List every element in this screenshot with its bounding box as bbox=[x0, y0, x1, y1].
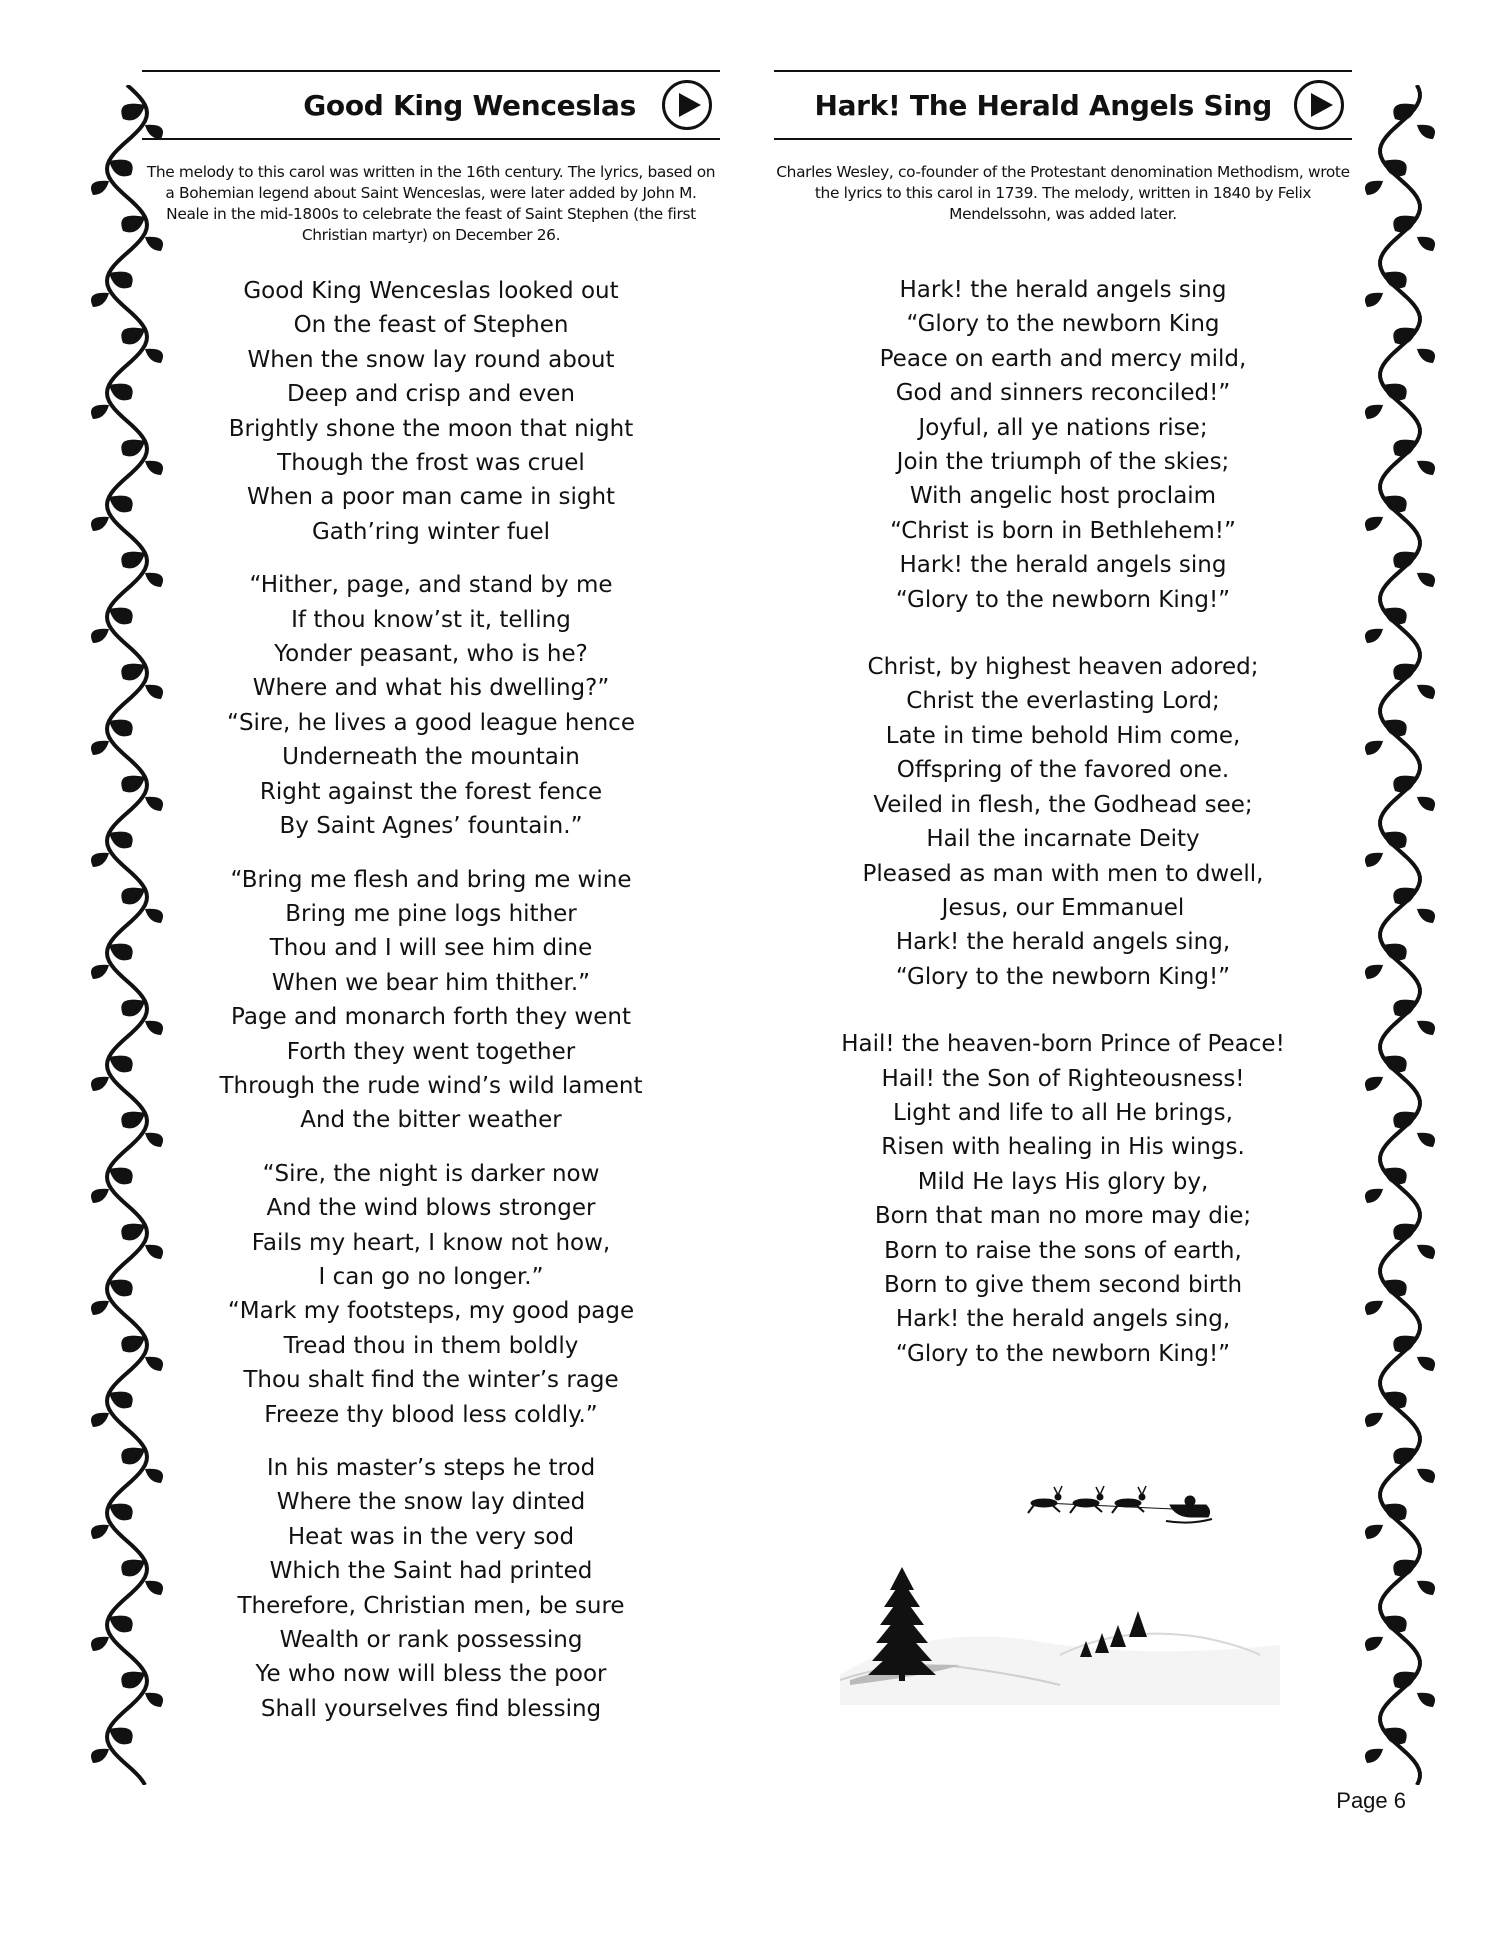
lyric-line: Light and life to all He brings, bbox=[893, 1099, 1233, 1126]
vine-leaf-icon bbox=[1383, 832, 1407, 849]
lyric-line: Hail the incarnate Deity bbox=[926, 826, 1200, 853]
vine-leaf-icon bbox=[1393, 888, 1417, 905]
vine-leaf-icon bbox=[1393, 328, 1417, 345]
vine-leaf-icon bbox=[1393, 664, 1417, 681]
vine-leaf-icon bbox=[1393, 1224, 1417, 1241]
vine-leaf-icon bbox=[1417, 909, 1435, 923]
vine-leaf-icon bbox=[1365, 741, 1383, 755]
vine-leaf-icon bbox=[91, 1749, 109, 1763]
lyric-line: Shall yourselves find blessing bbox=[260, 1695, 602, 1722]
vine-leaf-icon bbox=[1417, 685, 1435, 699]
lyric-line: “Glory to the newborn King!” bbox=[895, 1340, 1231, 1367]
lyric-line: In his master’s steps he trod bbox=[266, 1455, 596, 1481]
vine-leaf-icon bbox=[1417, 797, 1435, 811]
lyric-line: On the feast of Stephen bbox=[293, 312, 569, 339]
lyric-line: “Bring me flesh and bring me wine bbox=[230, 866, 632, 893]
lyric-line: Tread thou in them boldly bbox=[283, 1332, 579, 1359]
lyric-line: “Mark my footsteps, my good page bbox=[227, 1298, 635, 1325]
lyric-line: When the snow lay round about bbox=[247, 346, 615, 373]
vine-leaf-icon bbox=[109, 1728, 133, 1745]
lyric-line: By Saint Agnes’ fountain.” bbox=[279, 813, 583, 840]
lyric-line: Pleased as man with men to dwell, bbox=[862, 860, 1264, 887]
vine-leaf-icon bbox=[1383, 1280, 1407, 1297]
lyric-line: Risen with healing in His wings. bbox=[881, 1134, 1245, 1161]
vine-leaf-icon bbox=[91, 629, 109, 643]
vine-leaf-icon bbox=[1417, 1581, 1435, 1595]
lyric-line: Yonder peasant, who is he? bbox=[274, 641, 588, 668]
lyric-line: Thou shalt find the winter’s rage bbox=[243, 1367, 619, 1394]
lyric-line: “Sire, he lives a good league hence bbox=[227, 709, 635, 736]
vine-leaf-icon bbox=[109, 1280, 133, 1297]
lyric-line: And the wind blows stronger bbox=[266, 1195, 596, 1222]
reindeer-sleigh-icon bbox=[1028, 1486, 1212, 1523]
lyric-line: Where and what his dwelling?” bbox=[252, 675, 610, 702]
lyric-line: Good King Wenceslas looked out bbox=[243, 278, 619, 304]
lyric-line: Hark! the herald angels sing, bbox=[895, 929, 1231, 956]
lyric-line: Right against the forest fence bbox=[259, 778, 603, 805]
vine-leaf-icon bbox=[1393, 1448, 1417, 1465]
vine-leaf-icon bbox=[109, 832, 133, 849]
vine-leaf-icon bbox=[1365, 965, 1383, 979]
lyric-line: Hark! the herald angels sing bbox=[899, 277, 1227, 303]
vine-leaf-icon bbox=[1365, 1413, 1383, 1427]
vine-leaf-icon bbox=[109, 944, 133, 961]
lyric-line: Therefore, Christian men, be sure bbox=[237, 1592, 625, 1619]
vine-leaf-icon bbox=[1383, 1056, 1407, 1073]
vine-leaf-icon bbox=[1393, 552, 1417, 569]
lyric-line: Heat was in the very sod bbox=[287, 1523, 575, 1550]
vine-leaf-icon bbox=[91, 517, 109, 531]
lyric-line: Wealth or rank possessing bbox=[279, 1627, 583, 1654]
vine-leaf-icon bbox=[1365, 405, 1383, 419]
vine-leaf-icon bbox=[91, 1525, 109, 1539]
lyrics bbox=[774, 273, 1352, 1371]
vine-leaf-icon bbox=[1383, 720, 1407, 737]
vine-leaf-icon bbox=[1365, 293, 1383, 307]
lyric-line: Through the rude wind’s wild lament bbox=[219, 1072, 643, 1099]
right-vine-border bbox=[1355, 85, 1445, 1785]
vine-leaf-icon bbox=[91, 1637, 109, 1651]
vine-leaf-icon bbox=[91, 293, 109, 307]
vine-leaf-icon bbox=[1417, 125, 1435, 139]
lyric-line: Bring me pine logs hither bbox=[285, 900, 577, 927]
lyric-line: Born to give them second birth bbox=[883, 1271, 1243, 1298]
lyric-line: With angelic host proclaim bbox=[909, 483, 1217, 510]
carol-header bbox=[142, 70, 720, 140]
carol-hark-the-herald bbox=[774, 70, 1352, 1371]
lyric-line: I can go no longer.” bbox=[318, 1263, 544, 1290]
lyric-line: Gath’ring winter fuel bbox=[311, 518, 551, 545]
lyric-line: Hark! the herald angels sing bbox=[899, 552, 1227, 579]
carol-title: Good King Wenceslas bbox=[303, 88, 636, 122]
vine-leaf-icon bbox=[1393, 1560, 1417, 1577]
lyric-line: When a poor man came in sight bbox=[246, 484, 616, 511]
vine-leaf-icon bbox=[1417, 1133, 1435, 1147]
lyric-line: Jesus, our Emmanuel bbox=[941, 894, 1185, 921]
vine-leaf-icon bbox=[1393, 216, 1417, 233]
play-icon bbox=[1311, 93, 1333, 117]
lyric-line: When we bear him thither.” bbox=[271, 969, 591, 996]
lyric-line: Christ, by highest heaven adored; bbox=[867, 654, 1259, 681]
vine-leaf-icon bbox=[109, 384, 133, 401]
vine-leaf-icon bbox=[91, 405, 109, 419]
vine-leaf-icon bbox=[1383, 1728, 1407, 1745]
vine-leaf-icon bbox=[1393, 440, 1417, 457]
lyric-line: Page and monarch forth they went bbox=[231, 1004, 631, 1031]
vine-leaf-icon bbox=[1417, 1021, 1435, 1035]
lyric-line: “Glory to the newborn King!” bbox=[895, 586, 1231, 613]
vine-leaf-icon bbox=[1365, 1525, 1383, 1539]
lyric-line: Freeze thy blood less coldly.” bbox=[264, 1401, 598, 1428]
vine-leaf-icon bbox=[1383, 1168, 1407, 1185]
stanza bbox=[774, 273, 1352, 617]
vine-leaf-icon bbox=[1365, 1637, 1383, 1651]
vine-leaf-icon bbox=[109, 608, 133, 625]
vine-leaf-icon bbox=[109, 496, 133, 513]
lyric-line: “Hither, page, and stand by me bbox=[249, 572, 613, 599]
lyric-line: Ye who now will bless the poor bbox=[255, 1661, 607, 1688]
vine-leaf-icon bbox=[1417, 461, 1435, 475]
lyric-line: Joyful, all ye nations rise; bbox=[918, 414, 1208, 441]
carol-good-king-wenceslas bbox=[142, 70, 720, 1726]
lyric-line: Christ the everlasting Lord; bbox=[906, 688, 1220, 715]
lyric-line: Born that man no more may die; bbox=[874, 1203, 1252, 1230]
vine-leaf-icon bbox=[91, 181, 109, 195]
lyric-line: Underneath the mountain bbox=[282, 744, 580, 771]
vine-leaf-icon bbox=[109, 160, 133, 177]
play-icon bbox=[679, 93, 701, 117]
lyrics bbox=[142, 274, 720, 1726]
vine-leaf-icon bbox=[109, 1392, 133, 1409]
vine-leaf-icon bbox=[1383, 944, 1407, 961]
stanza bbox=[142, 1451, 720, 1726]
vine-leaf-icon bbox=[1383, 1616, 1407, 1633]
vine-leaf-icon bbox=[91, 741, 109, 755]
vine-leaf-icon bbox=[91, 965, 109, 979]
lyric-line: “Glory to the newborn King bbox=[906, 311, 1220, 338]
lyric-line: Born to raise the sons of earth, bbox=[884, 1237, 1242, 1264]
stanza bbox=[142, 274, 720, 549]
carol-intro: The melody to this carol was written in the 16th century. The lyrics, based on a Bohemian legend about Saint Wenceslas, were later added by John M. Neale in the mid-1800s to celebrate the feast of Saint Stephen (the first Christian martyr) on December 26. bbox=[146, 163, 716, 244]
lyric-line: God and sinners reconciled!” bbox=[895, 380, 1231, 407]
play-button[interactable] bbox=[1294, 80, 1344, 130]
stanza bbox=[774, 1027, 1352, 1371]
lyric-line: Thou and I will see him dine bbox=[269, 935, 593, 962]
vine-leaf-icon bbox=[1383, 1504, 1407, 1521]
vine-leaf-icon bbox=[1365, 1077, 1383, 1091]
vine-leaf-icon bbox=[91, 1077, 109, 1091]
vine-leaf-icon bbox=[1417, 1469, 1435, 1483]
vine-leaf-icon bbox=[1417, 573, 1435, 587]
stanza bbox=[142, 568, 720, 843]
vine-leaf-icon bbox=[1365, 181, 1383, 195]
stanza bbox=[774, 650, 1352, 994]
lyric-line: “Sire, the night is darker now bbox=[262, 1160, 600, 1187]
vine-leaf-icon bbox=[1365, 1749, 1383, 1763]
vine-leaf-icon bbox=[1383, 160, 1407, 177]
vine-leaf-icon bbox=[91, 1189, 109, 1203]
lyric-line: Deep and crisp and even bbox=[287, 381, 575, 408]
vine-leaf-icon bbox=[1365, 1189, 1383, 1203]
vine-leaf-icon bbox=[1365, 1301, 1383, 1315]
play-button[interactable] bbox=[662, 80, 712, 130]
carol-intro: Charles Wesley, co-founder of the Protestant denomination Methodism, wrote the lyrics to this carol in 1739. The melody, written in 1840 by Felix Mendelssohn, was added later. bbox=[776, 163, 1350, 223]
vine-leaf-icon bbox=[1393, 776, 1417, 793]
carol-title: Hark! The Herald Angels Sing bbox=[814, 88, 1272, 122]
lyric-line: Where the snow lay dinted bbox=[276, 1489, 586, 1516]
vine-leaf-icon bbox=[109, 1168, 133, 1185]
lyric-line: Fails my heart, I know not how, bbox=[251, 1229, 611, 1256]
lyric-line: Forth they went together bbox=[286, 1038, 576, 1065]
lyric-line: “Glory to the newborn King!” bbox=[895, 963, 1231, 990]
vine-leaf-icon bbox=[1417, 1357, 1435, 1371]
vine-leaf-icon bbox=[1393, 104, 1417, 121]
winter-sleigh-illustration bbox=[840, 1475, 1280, 1705]
vine-leaf-icon bbox=[109, 1504, 133, 1521]
vine-leaf-icon bbox=[1393, 1336, 1417, 1353]
lyric-line: Mild He lays His glory by, bbox=[917, 1168, 1209, 1195]
lyric-line: Though the frost was cruel bbox=[277, 450, 585, 477]
vine-leaf-icon bbox=[1393, 1000, 1417, 1017]
vine-leaf-icon bbox=[109, 1616, 133, 1633]
lyric-line: Peace on earth and mercy mild, bbox=[879, 345, 1247, 372]
lyric-line: Brightly shone the moon that night bbox=[228, 415, 634, 442]
lyric-line: Hail! the Son of Righteousness! bbox=[881, 1065, 1245, 1092]
vine-leaf-icon bbox=[1383, 1392, 1407, 1409]
vine-leaf-icon bbox=[1383, 384, 1407, 401]
vine-leaf-icon bbox=[1365, 629, 1383, 643]
vine-leaf-icon bbox=[1417, 1693, 1435, 1707]
lyric-line: Join the triumph of the skies; bbox=[896, 449, 1230, 476]
stanza bbox=[142, 1157, 720, 1432]
vine-leaf-icon bbox=[1383, 272, 1407, 289]
lyric-line: Hail! the heaven-born Prince of Peace! bbox=[841, 1031, 1285, 1058]
vine-leaf-icon bbox=[1365, 517, 1383, 531]
page-number: Page 6 bbox=[1336, 1788, 1406, 1813]
vine-leaf-icon bbox=[109, 720, 133, 737]
vine-leaf-icon bbox=[91, 853, 109, 867]
lyric-line: And the bitter weather bbox=[300, 1107, 562, 1134]
vine-leaf-icon bbox=[1417, 237, 1435, 251]
vine-leaf-icon bbox=[91, 1301, 109, 1315]
stanza bbox=[142, 863, 720, 1138]
vine-leaf-icon bbox=[1393, 1672, 1417, 1689]
vine-leaf-icon bbox=[109, 272, 133, 289]
vine-leaf-icon bbox=[1417, 349, 1435, 363]
vine-leaf-icon bbox=[1383, 608, 1407, 625]
vine-leaf-icon bbox=[1383, 496, 1407, 513]
vine-leaf-icon bbox=[1365, 853, 1383, 867]
lyric-line: Late in time behold Him come, bbox=[885, 722, 1241, 749]
vine-leaf-icon bbox=[91, 1413, 109, 1427]
lyric-line: Offspring of the favored one. bbox=[896, 757, 1230, 784]
vine-leaf-icon bbox=[1393, 1112, 1417, 1129]
carol-header bbox=[774, 70, 1352, 140]
vine-leaf-icon bbox=[109, 1056, 133, 1073]
lyric-line: “Christ is born in Bethlehem!” bbox=[890, 517, 1236, 544]
lyric-line: Hark! the herald angels sing, bbox=[895, 1306, 1231, 1333]
lyric-line: If thou know’st it, telling bbox=[291, 606, 571, 633]
lyric-line: Which the Saint had printed bbox=[269, 1558, 593, 1585]
vine-leaf-icon bbox=[1417, 1245, 1435, 1259]
lyric-line: Veiled in flesh, the Godhead see; bbox=[873, 791, 1253, 818]
